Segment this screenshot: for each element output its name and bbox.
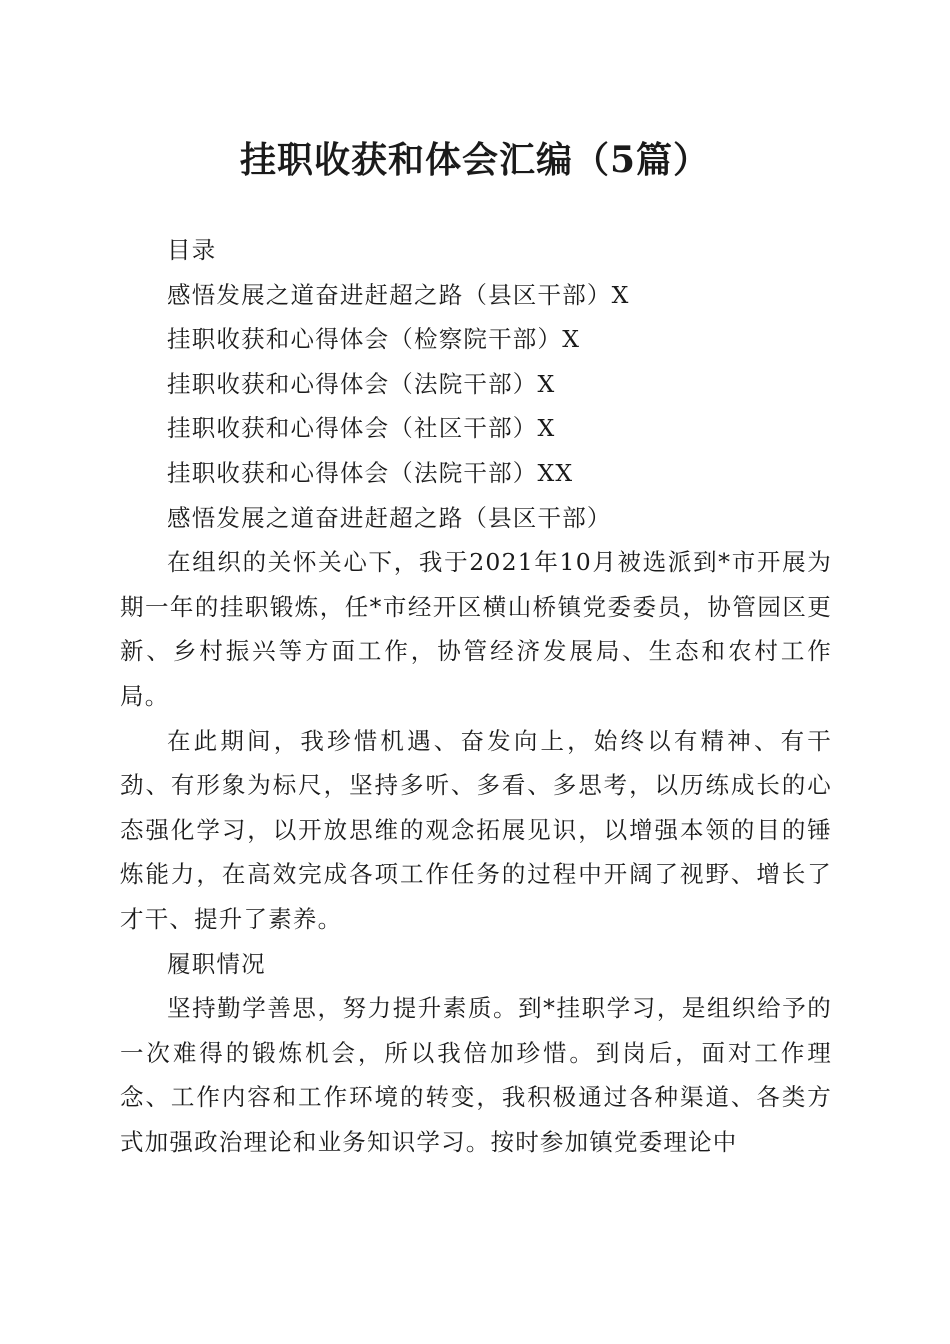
document-title: 挂职收获和体会汇编（5篇） — [239, 139, 711, 181]
toc-item: 挂职收获和心得体会（法院干部）X — [167, 369, 556, 398]
toc-item: 挂职收获和心得体会（检察院干部）X — [167, 325, 581, 354]
document-body — [120, 228, 832, 1164]
toc-item: 挂职收获和心得体会（法院干部）XX — [167, 458, 574, 487]
body-paragraph: 在组织的关怀关心下，我于2021年10月被选派到*市开展为期一年的挂职锻炼，任*市经开区横山桥镇党委委员，协管园区更新、乡村振兴等方面工作，协管经济发展局、生态和农村工作局。 — [120, 548, 832, 710]
toc-item: 挂职收获和心得体会（社区干部）X — [167, 414, 556, 443]
section-title: 感悟发展之道奋进赶超之路（县区干部） — [167, 503, 612, 532]
section-subheading: 履职情况 — [167, 949, 266, 978]
body-paragraph: 在此期间，我珍惜机遇、奋发向上，始终以有精神、有干劲、有形象为标尺，坚持多听、多看、多思考，以历练成长的心态强化学习，以开放思维的观念拓展见识，以增强本领的目的锤炼能力，在高效完成各项工作任务的过程中开阔了视野、增长了才干、提升了素养。 — [120, 726, 832, 933]
body-paragraph: 坚持勤学善思，努力提升素质。到*挂职学习，是组织给予的一次难得的锻炼机会，所以我倍加珍惜。到岗后，面对工作理念、工作内容和工作环境的转变，我积极通过各种渠道、各类方式加强政治理论和业务知识学习。按时参加镇党委理论中 — [120, 994, 832, 1156]
toc-heading: 目录 — [167, 236, 217, 264]
toc-item: 感悟发展之道奋进赶超之路（县区干部）X — [167, 280, 630, 309]
